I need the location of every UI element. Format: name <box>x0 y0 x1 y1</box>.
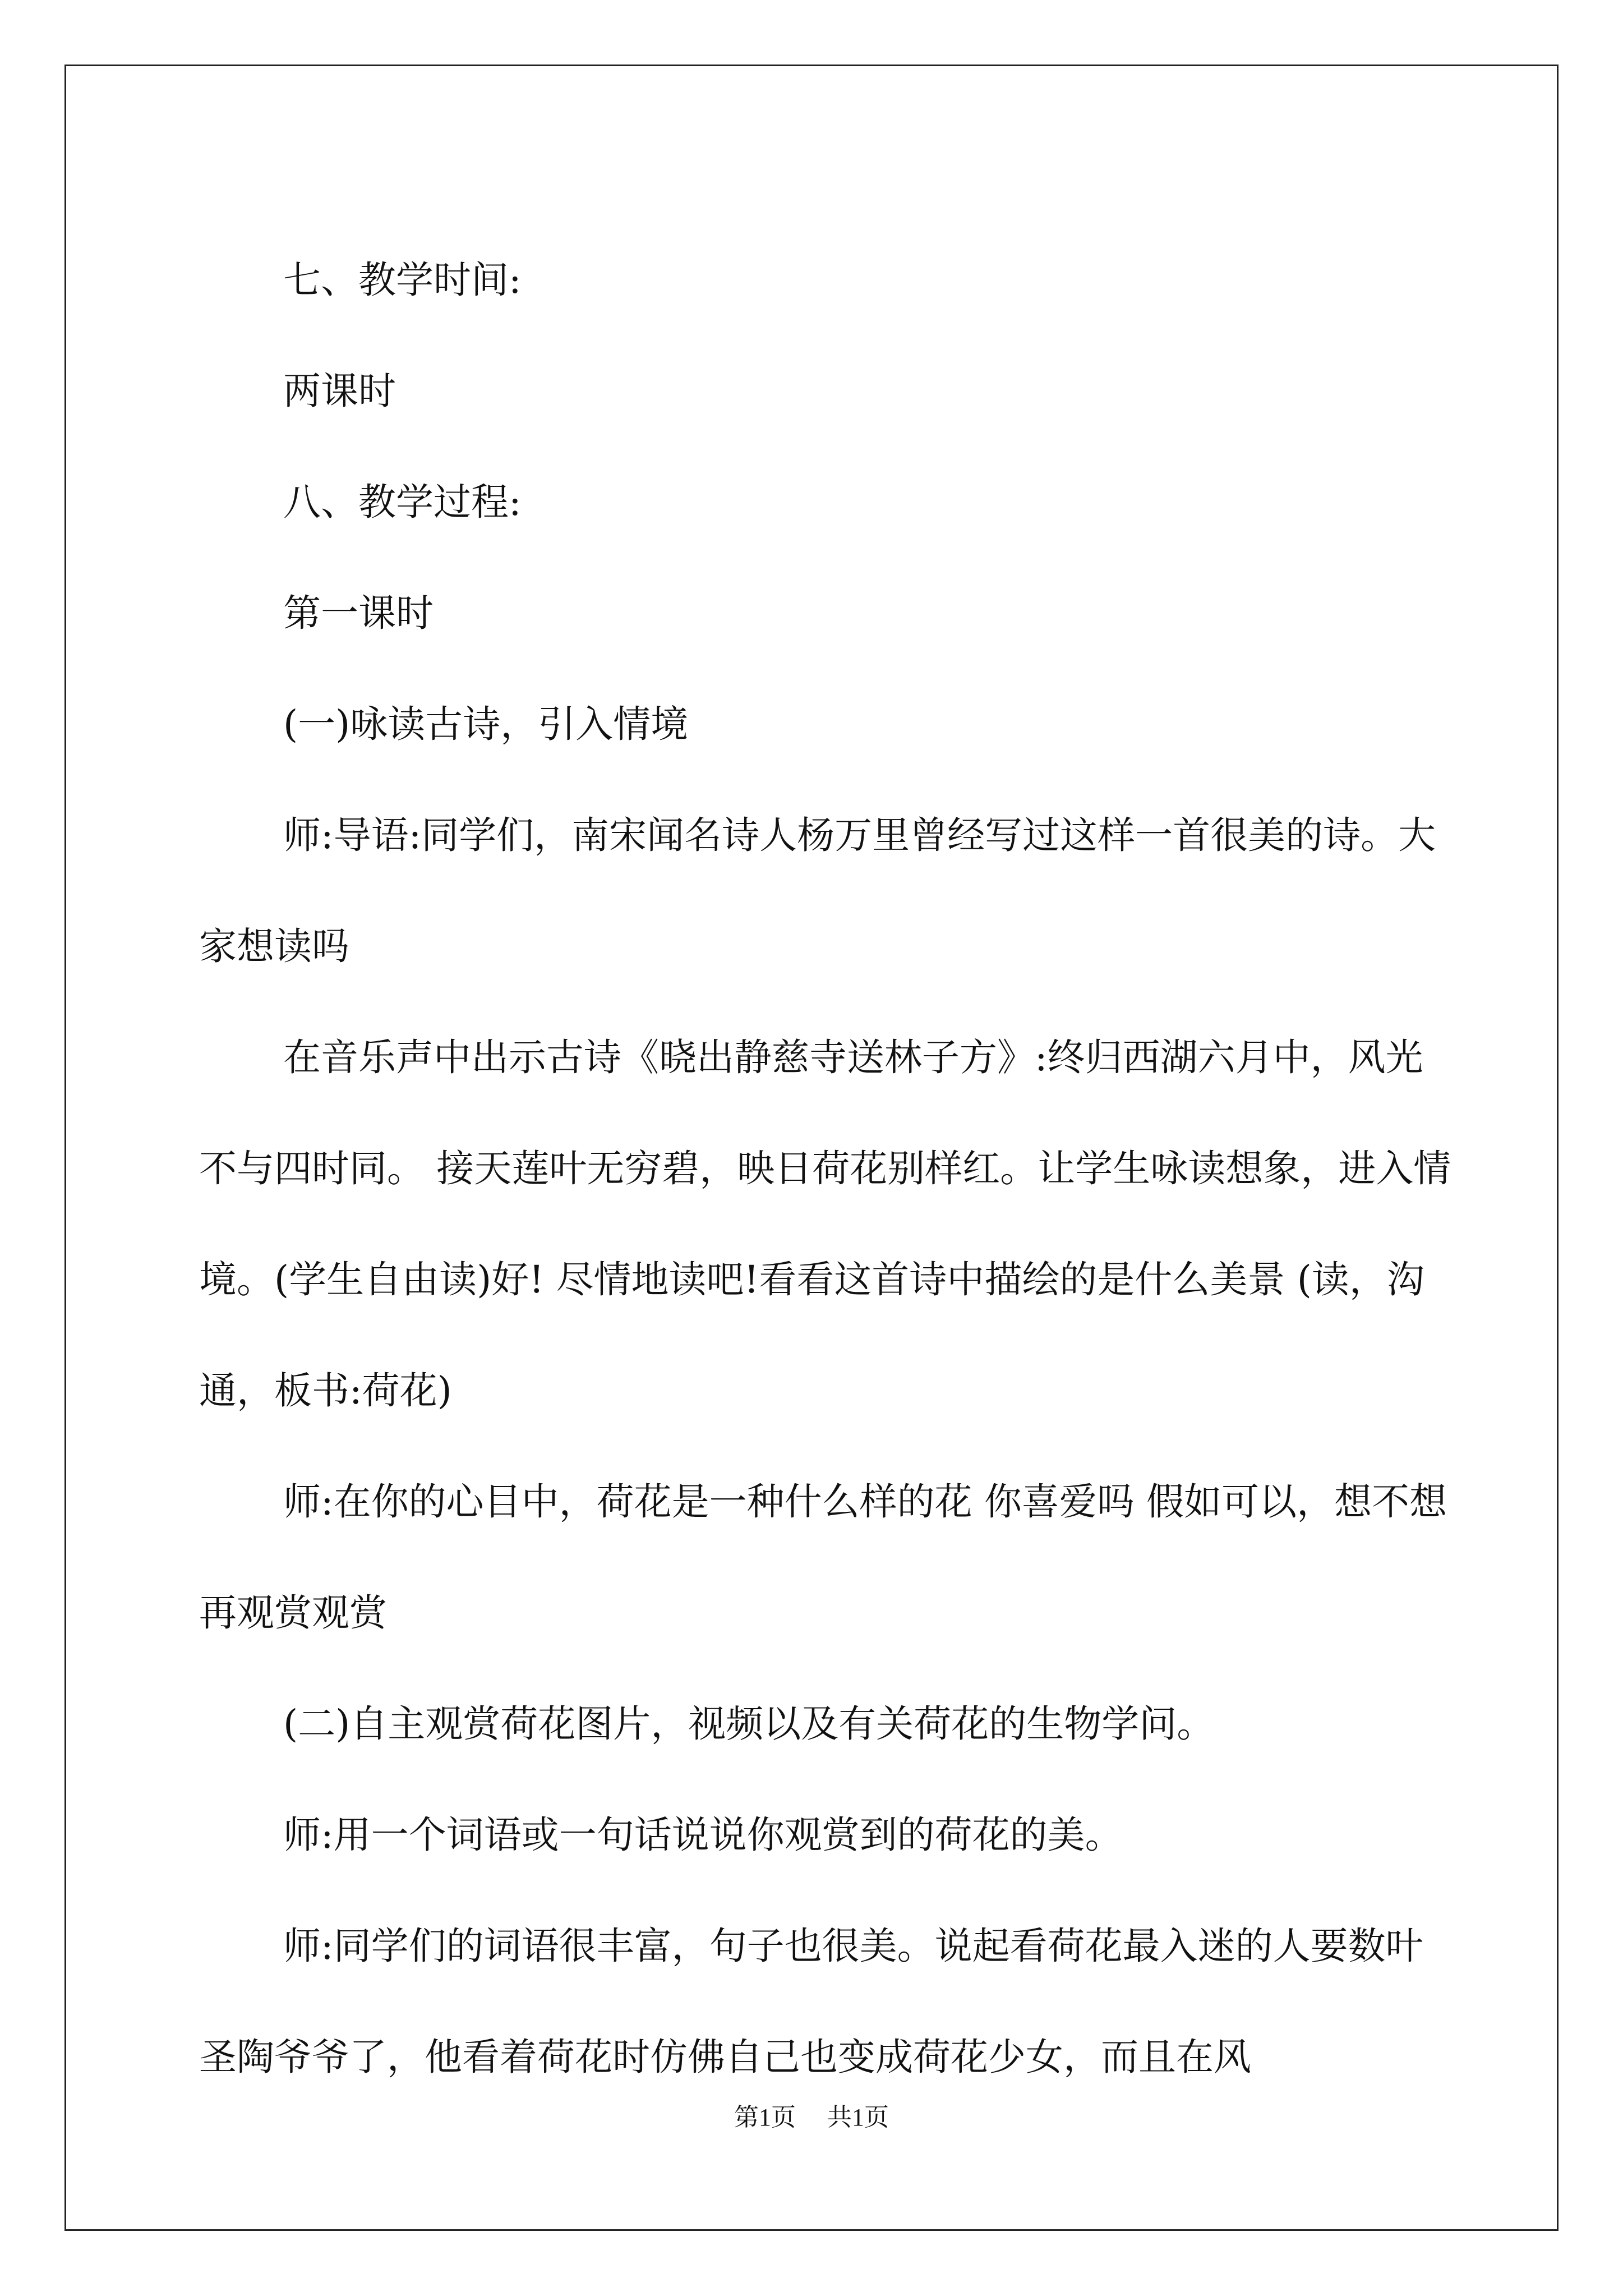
document-body <box>199 224 1455 2113</box>
subheading-part-two: (二)自主观赏荷花图片，视频以及有关荷花的生物学问。 <box>283 1702 1215 1746</box>
paragraph: 师:在你的心目中，荷花是一种什么样的花 你喜爱吗 假如可以，想不想再观赏观赏 <box>199 1480 1447 1635</box>
section-heading-teaching-time: 七、教学时间: <box>283 258 522 302</box>
paragraph: 师:导语:同学们，南宋闻名诗人杨万里曾经写过这样一首很美的诗。大家想读吗 <box>199 813 1436 968</box>
section-heading-teaching-process: 八、教学过程: <box>283 480 522 524</box>
paragraph: 在音乐声中出示古诗《晓出静慈寺送林子方》:终归西湖六月中，风光不与四时同。 接天莲叶无穷碧，映日荷花别样红。让学生咏读想象，进入情境。(学生自由读)好! 尽情地读吧!看看这首诗中描绘的是什么美景 (读，沟通，板书:荷花) <box>199 1036 1451 1412</box>
page-number: 第1页 <box>734 2104 796 2131</box>
subheading-first-lesson: 第一课时 <box>283 591 434 635</box>
subheading-part-one: (一)咏读古诗，引入情境 <box>283 702 689 746</box>
paragraph: 师:用一个词语或一句话说说你观赏到的荷花的美。 <box>283 1813 1123 1857</box>
paragraph: 师:同学们的词语很丰富，句子也很美。说起看荷花最入迷的人要数叶圣陶爷爷了，他看着荷花时仿佛自己也变成荷花少女，而且在风 <box>199 1924 1423 2079</box>
page-footer <box>0 2097 1623 2133</box>
paragraph: 两课时 <box>283 369 396 413</box>
page-total: 共1页 <box>827 2104 889 2131</box>
